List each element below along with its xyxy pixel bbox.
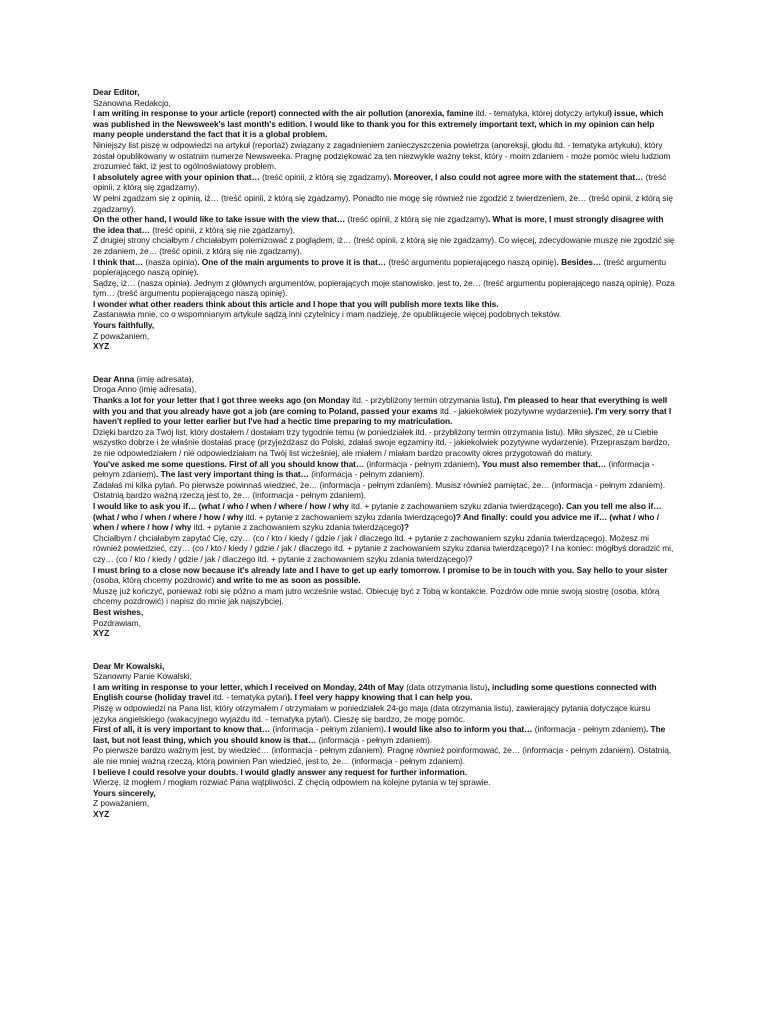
text-run: ). I'm very sorry that I haven't replied to your letter earlier but I've had a hectic time preparing to my matriculation. <box>93 405 672 427</box>
text-run: Droga Anno (imię adresata), <box>93 384 197 395</box>
salutation-pl <box>93 98 675 109</box>
text-run: I am writing in response to your letter, which I received on Monday, 24th of May <box>93 681 407 692</box>
text-run: On the other hand, I would like to take issue with the view that… <box>93 214 348 225</box>
text-run: (imię adresata), <box>136 373 194 384</box>
paragraph-pl <box>93 777 675 788</box>
text-run: Muszę już kończyć, ponieważ robi się późno a mam jutro wcześnie wstać. Obiecuję być z Tobą w kontakcie. Pozdrów ode mnie swoją siostrę (osoba, którą chcemy pozdrowić) i napisz do mnie jak najszybciej. <box>93 585 660 607</box>
text-run: I absolutely agree with your opinion that… <box>93 171 263 182</box>
text-run: ). I'm pleased to hear that everything is well with you and that you already have got a job (are coming to Poland, passed your exams <box>93 395 668 416</box>
text-run: itd. + pytanie z zachowaniem szyku zdania twierdzącego <box>351 500 559 511</box>
text-run: Pozdrawiam, <box>93 617 141 628</box>
text-run: Sądzę, iż… (nasza opinia). Jednym z głównych argumentów, popierających moje stanowisko, jest to, że… (treść argumentu popierającego naszą opinię). Poza tym… (treść argumentu popierającego naszą opinię). <box>93 277 675 299</box>
text-run: (nasza opinia) <box>145 256 198 267</box>
text-run: Yours sincerely, <box>93 787 156 798</box>
text-run: ). Can you tell me also if… (what / who / when / where / how / why <box>93 500 662 522</box>
paragraph-en <box>93 459 675 480</box>
text-run: Zastanawia mnie, co o wspomnianym artykule sądzą inni czytelnicy i mam nadzieję, że opublikujecie więcej podobnych tekstów. <box>93 309 562 320</box>
paragraph-pl <box>93 745 675 766</box>
text-run: (informacja - pełnym zdaniem). <box>311 469 425 480</box>
text-run: Thanks a lot for your letter that I got three weeks ago (on Monday <box>93 395 353 406</box>
text-run: . Besides… <box>556 256 604 267</box>
text-run: itd. + pytanie z zachowaniem szyku zdania twierdzącego <box>193 522 402 533</box>
paragraph-pl <box>93 235 675 256</box>
text-run: itd. - tematyka, której dotyczy artykuł <box>475 108 610 119</box>
text-run: itd. - tematyka pytań <box>212 692 288 703</box>
paragraph-pl <box>93 703 675 724</box>
text-run: I would like to ask you if… (what / who / when / where / how / why <box>93 500 352 511</box>
closing-pl <box>93 331 675 342</box>
text-run: and write to me as soon as possible. <box>214 575 361 586</box>
text-run: Z poważaniem, <box>93 798 150 809</box>
text-run: (informacja - pełnym zdaniem) <box>93 458 655 480</box>
text-run: )? And finally: could you advice me if… (what / who / when / where / how / why <box>93 511 660 533</box>
salutation-en <box>93 87 675 98</box>
paragraph-en <box>93 395 675 427</box>
text-run: XYZ <box>93 809 110 819</box>
paragraph-en <box>93 682 675 703</box>
paragraph-en <box>93 172 675 193</box>
text-run: Zadałaś mi kilka pytań. Po pierwsze powinnaś wiedzieć, że… (informacja - pełnym zdaniem). Musisz również pamiętać, że… (informacja - pełnym zdaniem). Ostatnią bardzo ważną rzeczą jest to, że… (informacja - pełnym zdaniem). <box>93 479 666 501</box>
closing-en <box>93 788 675 799</box>
text-run: (informacja - pełnym zdaniem) <box>272 724 384 735</box>
salutation-en <box>93 661 675 672</box>
paragraph-pl <box>93 480 675 501</box>
text-run: )? <box>401 522 409 533</box>
text-run: Niniejszy list piszę w odpowiedzi na artykuł (reportaż) związany z zagadnieniem zanieczyszczenia powietrza (anoreksji, głodu itd. - tematyka artykułu), który został opublikowany w ostatnim numerze Newsweeka. Pragnę podziękować za ten niezwykle ważny tekst, który - moim zdaniem - może pomóc wielu ludziom zrozumieć fakt, iż jest to ogólnoświatowy problem. <box>93 139 671 172</box>
text-run: I believe I could resolve your doubts. I would gladly answer any request for further information. <box>93 766 467 777</box>
text-run: (informacja - pełnym zdaniem) <box>534 724 646 735</box>
salutation-en <box>93 374 675 385</box>
text-run: (data otrzymania listu) <box>406 681 488 692</box>
text-run: ) issue, which was published in the Newsweek's last month's edition. I would like to thank you for this extremely important text, which in my opinion can help many people understand the fact that it is a global problem. <box>93 108 664 140</box>
text-run: I am writing in response to your article (report) connected with the air pollution (anorexia, famine <box>93 108 476 119</box>
closing-en <box>93 320 675 331</box>
text-run: (informacja - pełnym zdaniem). <box>318 734 433 745</box>
closing-en <box>93 607 675 618</box>
text-run: (treść argumentu popierającego naszą opinię). <box>93 256 667 278</box>
paragraph-pl <box>93 427 675 459</box>
closing-pl <box>93 618 675 629</box>
paragraph-en <box>93 299 675 310</box>
signature <box>93 341 675 352</box>
salutation-pl <box>93 384 675 395</box>
text-run: Yours faithfully, <box>93 320 155 331</box>
text-run: (treść argumentu popierającego naszą opinię) <box>388 256 557 267</box>
paragraph-en <box>93 214 675 235</box>
text-run: W pełni zgadzam się z opinią, iż… (treść opinii, z którą się zgadzamy). Ponadto nie mogę się również nie zgodzić z twierdzeniem, że… (treść opinii, z którą się zgadzamy). <box>93 192 673 214</box>
paragraph-en <box>93 108 675 140</box>
paragraph-pl <box>93 140 675 172</box>
signature <box>93 809 675 820</box>
text-run: You've asked me some questions. First of all you should know that… <box>93 458 367 469</box>
text-run: . Moreover, I also could not agree more with the statement that… <box>389 171 646 182</box>
letter-editor <box>93 87 675 352</box>
text-run: (treść opinii, z którą się zgadzamy). <box>93 171 667 193</box>
text-run: (treść opinii, z którą się nie zgadzamy). <box>152 224 295 235</box>
text-run: ). I feel very happy knowing that I can help you. <box>287 692 473 703</box>
letter-anna <box>93 374 675 639</box>
text-run: Szanowny Panie Kowalski, <box>93 671 192 682</box>
text-run: XYZ <box>93 341 110 352</box>
text-run: . The last, but not least thing, which you should know is that… <box>93 724 666 745</box>
paragraph-en <box>93 565 675 586</box>
text-run: I think that… <box>93 256 146 267</box>
text-run: Z drugiej strony chciałbym / chciałabym polemizować z poglądem, iż… (treść opinii, z którą się nie zgadzamy). Co więcej, zdecydowanie muszę nie zgodzić się ze zdaniem, że… (treść opinii, z którą się nie zgadzamy). <box>93 235 675 256</box>
paragraph-en <box>93 724 675 745</box>
text-run: . What is more, I must strongly disagree with the idea that… <box>93 214 664 235</box>
text-run: Dear Mr Kowalski, <box>93 660 165 671</box>
paragraph-pl <box>93 533 675 565</box>
text-run: (osoba, którą chcemy pozdrowić) <box>93 575 215 586</box>
text-run: First of all, it is very important to know that… <box>93 724 273 735</box>
text-run: Dear Anna <box>93 373 137 384</box>
paragraph-pl <box>93 586 675 607</box>
paragraph-pl <box>93 193 675 214</box>
text-run: Dzięki bardzo za Twój list, który dostałem / dostałam trzy tygodnie temu (w poniedziałek itd. - przybliżony termin otrzymania listu). Miło słyszeć, że u Ciebie wszystko dobrze i że właśnie dostałaś pracę (przyjeżdżasz do Polski, zdałaś swoje egzaminy itd. - jakiekolwiek pozytywne wydarzenie). Przepraszam bardzo, że nie odpowiedziałem / nie odpowiedziałam na Twój list wcześniej, ale miałem / miałam bardzo pracowity okres przygotowań do matury. <box>93 426 670 458</box>
paragraph-en <box>93 767 675 778</box>
text-run: Chciałbym / chciałabym zapytać Cię, czy… (co / kto / kiedy / gdzie / jak / dlaczego itd. + pytanie z zachowaniem szyku zdania twierdzącego). Możesz mi również powiedzieć, czy… (co / kto / kiedy / gdzie / jak / dlaczego itd. + pytanie z zachowaniem szyku zdania twierdzącego)? I na koniec: mógłbyś doradzić mi, czy… (co / kto / kiedy / gdzie / jak / dlaczego itd. + pytanie z zachowaniem szyku zdania twierdzącego)? <box>93 532 674 564</box>
text-run: , including some questions connected with English course (holiday travel <box>93 681 657 703</box>
text-run: (treść opinii, z którą się zgadzamy) <box>262 171 390 182</box>
paragraph-pl <box>93 309 675 320</box>
text-run: Z poważaniem, <box>93 330 150 341</box>
text-run: Szanowna Redakcjo, <box>93 97 171 108</box>
text-run: . One of the main arguments to prove it is that… <box>197 256 389 267</box>
text-run: Best wishes, <box>93 606 144 617</box>
text-run: Wierzę, iż mogłem / mogłam rozwiać Pana wątpliwości. Z chęcią odpowiem na kolejne pytania w tej sprawie. <box>93 777 491 788</box>
text-run: itd. - jakiekolwiek pozytywne wydarzenie <box>440 405 588 416</box>
text-run: XYZ <box>93 628 110 639</box>
text-run: itd. + pytanie z zachowaniem szyku zdania twierdzącego <box>245 511 454 522</box>
text-run: (informacja - pełnym zdaniem) <box>366 458 478 469</box>
text-run: . I would like also to inform you that… <box>383 724 535 735</box>
salutation-pl <box>93 671 675 682</box>
text-run: . The last very important thing is that… <box>156 469 312 480</box>
letter-kowalski <box>93 661 675 820</box>
paragraph-pl <box>93 278 675 299</box>
paragraph-en <box>93 501 675 533</box>
text-run: itd. - przybliżony termin otrzymania listu <box>352 395 497 406</box>
text-run: . You must also remember that… <box>477 458 609 469</box>
text-run: Po pierwsze bardzo ważnym jest, by wiedzieć… (informacja - pełnym zdaniem). Pragnę również poinformować, że… (informacja - pełnym zdaniem). Ostatnią, ale nie mniej ważną rzeczą, którą powinien Pan wiedzieć, jest to, że… (informacja - pełnym zdaniem). <box>93 745 672 767</box>
text-run: Piszę w odpowiedzi na Pana list, który otrzymałem / otrzymałam w poniedziałek 24-go maja (data otrzymania listu), zawierający pytania dotyczące kursu języka angielskiego (wakacyjnego wyjazdu itd. - tematyka pytań). Cieszę się bardzo, że mogę pomóc. <box>93 703 651 724</box>
paragraph-en <box>93 257 675 278</box>
text-run: (treść opinii, z którą się nie zgadzamy) <box>347 214 488 225</box>
text-run: Dear Editor, <box>93 87 140 97</box>
closing-pl <box>93 798 675 809</box>
signature <box>93 628 675 639</box>
document-page <box>93 87 675 820</box>
text-run: I wonder what other readers think about this article and I hope that you will publish more texts like this. <box>93 298 499 309</box>
text-run: I must bring to a close now because it's already late and I have to get up early tomorrow. I promise to be in touch with you. Say hello to your sister <box>93 564 668 575</box>
